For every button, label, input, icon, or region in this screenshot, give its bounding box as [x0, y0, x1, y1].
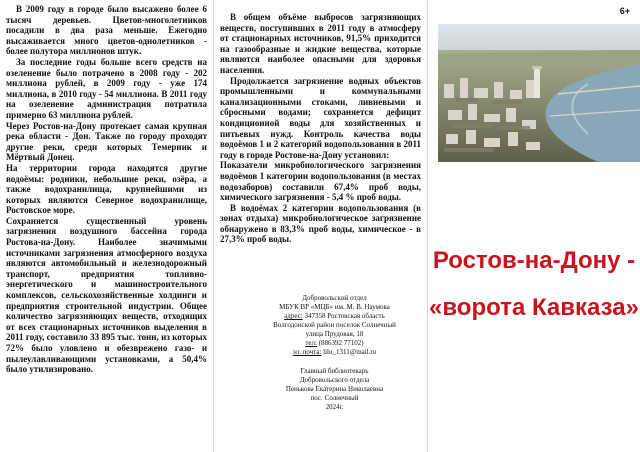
age-rating: 6+: [619, 6, 630, 16]
phone-line: [254, 339, 415, 348]
signature-line: Добровольского отдела: [299, 376, 370, 384]
signature-line: Главный библиотекарь: [300, 367, 369, 375]
paragraph: Продолжается загрязнение водных объектов промышленными и коммунальными канализационными стоками, ливневыми и сбросными водами; сохраняется дефицит кондиционной воды для хозяйственных и питьевых нужд. Контроль качества воды водоёмов 1 и 2 категорий водопользования в 2011 году в городе Ростове-на-Дону установил:: [220, 75, 421, 160]
paragraph: Через Ростов-на-Дону протекает самая крупная река области - Дон. Также по городу проходят другие реки, среди которых Темерник и Мёртвый Донец.: [6, 120, 207, 163]
paragraph: Показатели микробиологического загрязнения водоёмов 1 категории водопользования (в местах водозаборов) составили 67,4% проб воды, химического загрязнения - 5,4 % проб воды.: [220, 160, 421, 203]
address-label: адрес:: [284, 312, 303, 320]
signature-line: пос. Солнечный: [310, 394, 359, 402]
paragraph: На территории города находятся другие водоёмы: родники, небольшие реки, озёра, а также водохранилища, крупнейшими из которых являются Северное водохранилище, Ростовское море.: [6, 162, 207, 216]
panel-middle: [214, 0, 428, 452]
paragraph: В 2009 году в городе было высажено более 6 тысяч деревьев. Цветов-многолетников посадили в два раза меньше. Ежегодно высаживается много цветов-однолетников - более полутора миллионов штук.: [6, 4, 207, 57]
city-photo: [438, 24, 640, 162]
address-line: [254, 312, 415, 321]
email-label: эл. почта:: [292, 348, 322, 356]
address: 347358 Ростовская область: [304, 312, 385, 320]
paragraph: В общем объёме выбросов загрязняющих веществ, поступивших в 2011 году в атмосферу от стационарных источников, 91,5% приходится на газообразные и жидкие вещества, которые являются наиболее опасными для здоровья населения.: [220, 12, 421, 75]
org-name: МБУК ВР «МЦБ» им. М. В. Наумова: [279, 303, 390, 311]
brochure-title-line-1: Ростов-на-Дону -: [432, 247, 636, 274]
address-line: улица Прудовая, 18: [305, 330, 364, 338]
panel-left-text: [6, 4, 207, 375]
signature-line: 2024г.: [325, 403, 344, 411]
address-line: Волгодонской район поселок Солнечный: [273, 321, 396, 329]
paragraph: В водоёмах 2 категории водопользования (в зонах отдыха) микробиологическое загрязнение обнаружено в 83,3% проб воды, химическое - в 27,3% проб воды.: [220, 202, 421, 245]
phone-label: тел:: [305, 339, 317, 347]
email-line: [254, 348, 415, 357]
paragraph: За последние годы больше всего средств на озеленение было потрачено в 2008 году - 202 миллиона рублей, в 2009 году - уже 174 миллиона, в 2010 году - 54 миллиона. В 2011 году на озеленение администрация потратила примерно 63 миллиона рублей.: [6, 56, 207, 120]
brochure-title-line-2: «ворота Кавказа»: [429, 294, 639, 321]
panel-left: [0, 0, 214, 452]
panel-right: [428, 0, 640, 452]
paragraph: Сохраняется существенный уровень загрязнения воздушного бассейна города Ростова-на-Дону. Наиболее значимыми источниками загрязнения атмосферного воздуха являются автомобильный и железнодорожный транспорт, предприятия топливно-энергетического и машиностроительного комплексов, сельскохозяйственные холдинги и предприятия строительной индустрии. Общее количество загрязняющих веществ, отходящих от всех стационарных источников выделения в 2011 году, составило 33 895 тыс. тонн, из которых 72% было уловлено и обезврежено газо- и пылеулавливающими установками, а 50,4% было утилизировано.: [6, 215, 207, 375]
city-photo-image: [438, 24, 640, 162]
org-name: Добровольский отдел: [302, 294, 367, 302]
signature-line: Пенькова Екатерина Николаевна: [285, 385, 384, 393]
email[interactable]: lilu_1311@mail.ru: [323, 348, 377, 356]
panel-middle-text: [220, 12, 421, 245]
contacts-block: [254, 294, 415, 412]
phone: (886392 77102): [318, 339, 364, 347]
